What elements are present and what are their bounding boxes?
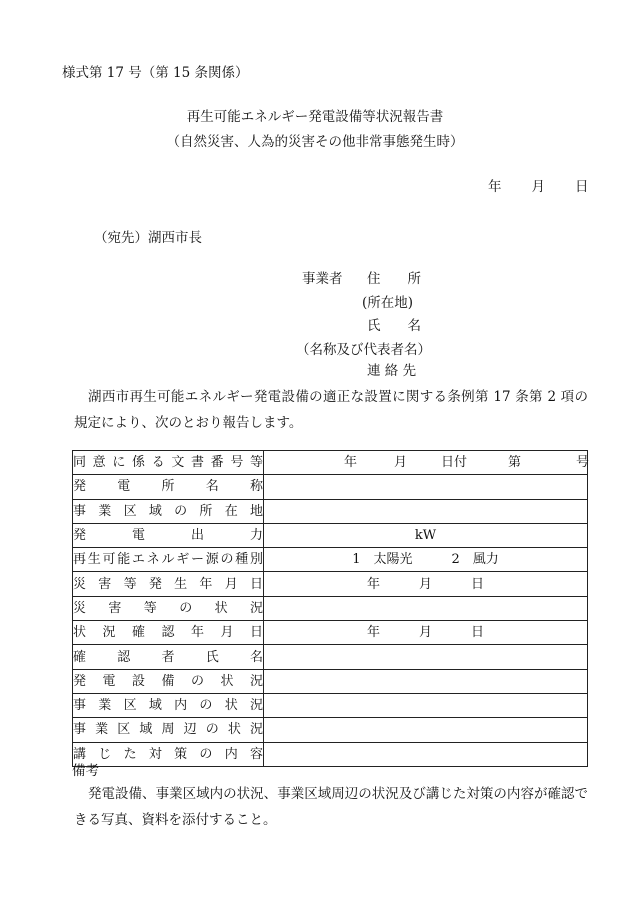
table-row [73,669,588,693]
table-row [73,742,588,766]
row-value-field[interactable] [264,669,588,693]
table-row [73,548,588,572]
table-row [73,499,588,523]
table-row [73,572,588,596]
applicant-label: 事業者 [302,271,343,287]
date-month-label: 月 [531,179,545,195]
form-number: 様式第 17 号（第 15 条関係） [62,65,249,81]
row-label: 事業区域の所在地 [73,499,264,523]
row-value-field[interactable] [264,742,588,766]
row-value-field[interactable] [264,475,588,499]
row-value-field[interactable] [264,572,588,596]
document-number-part: 月 [394,455,408,470]
table-row [73,451,588,475]
row-value: 年 月 日 [366,625,484,641]
row-value-field[interactable] [264,499,588,523]
document-subtitle: （自然災害、人為的災害その他非常事態発生時） [166,134,464,150]
row-label: 発電出力 [73,523,264,547]
table-row [73,621,588,645]
applicant-name-label: 氏 名 [367,318,421,334]
row-label: 確認者氏名 [73,645,264,669]
table-row [73,645,588,669]
row-value: kW [414,528,437,544]
row-value-field[interactable] [264,596,588,620]
row-label: 状況確認年月日 [73,621,264,645]
date-year-label: 年 [488,179,502,195]
row-value-field[interactable] [264,621,588,645]
row-value-field[interactable] [264,451,588,475]
row-label: 事業区域内の状況 [73,693,264,717]
applicant-name-rep-label: （名称及び代表者名） [296,342,431,358]
row-label: 災害等発生年月日 [73,572,264,596]
applicant-address-label: 住 所 [367,271,421,287]
row-label: 発電設備の状況 [73,669,264,693]
row-label: 発電所名称 [73,475,264,499]
row-value-field[interactable] [264,523,588,547]
applicant-location-label: (所在地) [362,295,414,311]
table-row [73,596,588,620]
row-value-field[interactable] [264,693,588,717]
remarks-title: 備考 [72,763,99,779]
row-value-field[interactable] [264,548,588,572]
remarks-text: 発電設備、事業区域内の状況、事業区域周辺の状況及び講じた対策の内容が確認できる写真、資料を添付すること。 [74,786,588,828]
row-label: 講じた対策の内容 [73,742,264,766]
table-row [73,475,588,499]
document-title: 再生可能エネルギー発電設備等状況報告書 [186,109,444,125]
report-statement: 湖西市再生可能エネルギー発電設備の適正な設置に関する条例第 17 条第 2 項の規定により、次のとおり報告します。 [74,389,588,431]
date-line [488,181,589,195]
document-number-part: 年 [344,455,358,470]
row-label: 事業区域周辺の状況 [73,718,264,742]
document-number-part: 号 [576,455,590,470]
row-value-field[interactable] [264,645,588,669]
row-value: 1 太陽光 2 風力 [352,552,499,568]
document-number-part: 第 [508,455,522,470]
row-label: 再生可能エネルギー源の種別 [73,548,264,572]
table-row [73,693,588,717]
table-row [73,718,588,742]
table-row [73,523,588,547]
row-label: 同意に係る文書番号等 [73,451,264,475]
report-table [72,450,588,767]
row-value-field[interactable] [264,718,588,742]
document-number-part: 日付 [441,455,468,470]
date-day-label: 日 [575,179,589,195]
addressee: （宛先）湖西市長 [94,230,202,246]
row-value: 年 月 日 [366,576,484,592]
row-label: 災害等の状況 [73,596,264,620]
applicant-contact-label: 連 絡 先 [367,363,417,379]
